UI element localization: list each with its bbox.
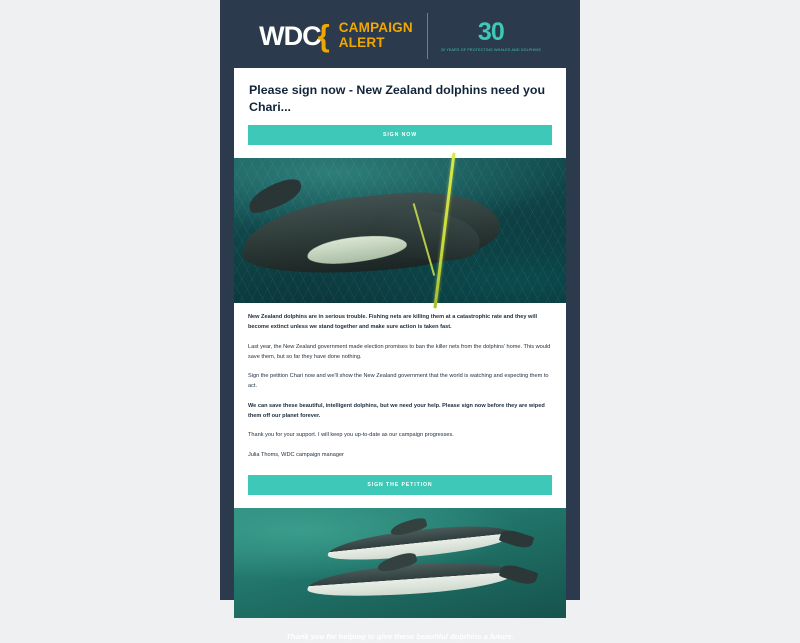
email-body — [220, 0, 580, 642]
wdc-wordmark: WDC — [259, 20, 321, 51]
paragraph-4: We can save these beautiful, intelligent dolphins, but we need your help. Please sign now before they are wiped them off our planet forever. — [248, 402, 545, 419]
campaign-alert-label — [339, 21, 413, 50]
bottom-cta-wrap — [234, 475, 566, 508]
email-body-copy — [234, 303, 566, 475]
paragraph-3: Sign the petition Chari now and we'll show the New Zealand government that the world is watching and expecting them to act. — [248, 373, 549, 390]
paragraph-2: Last year, the New Zealand government made election promises to ban the killer nets from the dolphins' home. This would save them, but so far they have done nothing. — [248, 343, 551, 360]
top-cta-wrap — [234, 125, 566, 158]
email-footer — [220, 618, 580, 643]
signature-line: Julia Thoms, WDC campaign manager — [248, 452, 344, 459]
wdc-brace-icon: { — [317, 17, 330, 53]
sign-the-petition-button[interactable]: SIGN THE PETITION — [248, 475, 552, 495]
campaign-alert-line2: ALERT — [338, 35, 385, 50]
anniversary-badge — [428, 13, 541, 59]
bottom-image-two-dolphins — [234, 508, 566, 618]
sign-now-button[interactable]: SIGN NOW — [248, 125, 552, 145]
page-title: Please sign now - New Zealand dolphins need you Chari... — [249, 83, 546, 115]
wdc-logo[interactable] — [259, 13, 428, 59]
footer-message: Thank you for helping to give these beautiful dolphins a future. — [286, 632, 514, 642]
paragraph-1: New Zealand dolphins are in serious trouble. Fishing nets are killing them at a catastrophic rate and they will become extinct unless we stand together and make sure action is taken fast. — [248, 314, 538, 330]
hero-image-dolphin-in-net — [234, 158, 566, 303]
email-card — [234, 68, 566, 618]
campaign-alert-line1: CAMPAIGN — [338, 20, 413, 36]
email-header — [220, 0, 580, 68]
anniversary-number: 30 — [477, 17, 504, 46]
anniversary-subtitle: 30 YEARS OF PROTECTING WHALES AND DOLPHINS — [440, 47, 541, 52]
paragraph-5: Thank you for your support. I will keep you up-to-date as our campaign progresses. — [248, 432, 454, 439]
